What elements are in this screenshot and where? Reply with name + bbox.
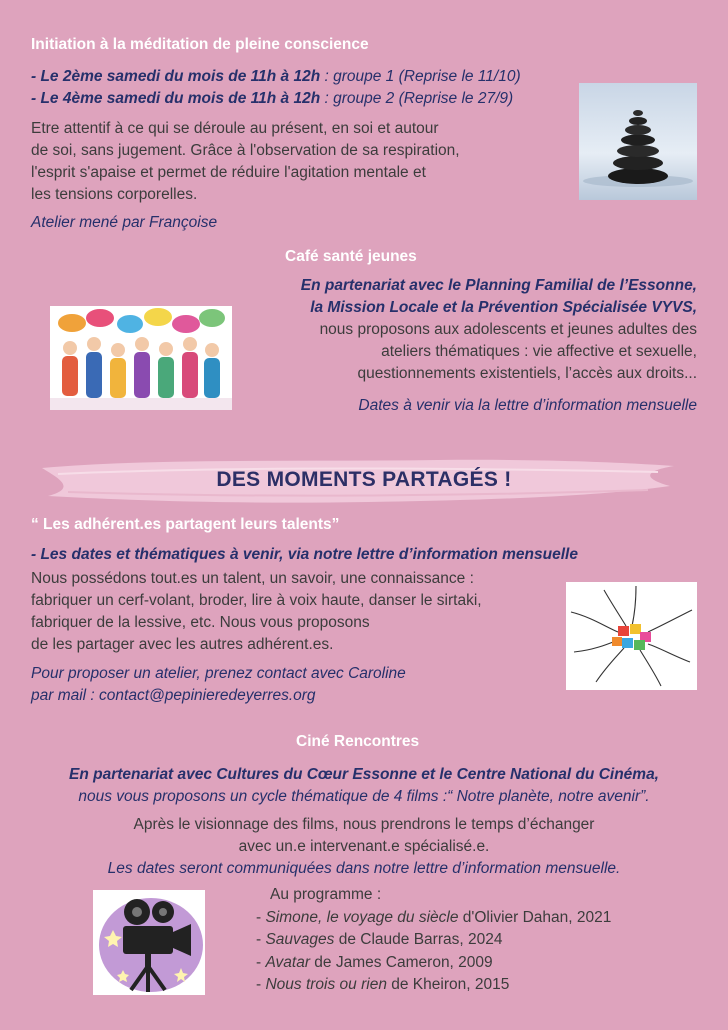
cine-exchange-block: Après le visionnage des films, nous prendrons le temps d’échanger avec un.e intervenant.e spécialisé.e. Les dates seront communiquées dans notre lettre d’information mensuelle.: [107, 816, 621, 877]
cine-program: [256, 884, 611, 997]
film-item: - Avatar de James Cameron, 2009: [256, 953, 493, 971]
moments-dates-line: - Les dates et thématiques à venir, via notre lettre d’information mensuelle: [31, 546, 578, 563]
film-item: - Simone, le voyage du siècle d'Olivier Dahan, 2021: [256, 908, 612, 926]
movie-camera-icon: [93, 890, 205, 995]
cine-image: [93, 890, 205, 995]
cafe-text: En partenariat avec le Planning Familial de l’Essonne, la Mission Locale et la Prévention Spécialisée VYVS, nous proposons aux adolescents et jeunes adultes des ateliers thématiques : vie affective et sexuelle, questionnements existentiels, l’accès aux droits...: [300, 277, 697, 382]
film-item: - Nous trois ou rien de Kheiron, 2015: [256, 976, 510, 993]
cafe-image: [50, 306, 232, 410]
cafe-title: Café santé jeunes: [285, 248, 417, 265]
moments-title: DES MOMENTS PARTAGÉS !: [216, 468, 512, 491]
young-people-group-icon: [50, 306, 232, 410]
stacked-stones-icon: [579, 83, 697, 200]
meditation-image: [579, 83, 697, 200]
program-title: Au programme :: [270, 886, 382, 903]
schedule-line-2: - Le 4ème samedi du mois de 11h à 12h : groupe 2 (Reprise le 27/9): [31, 90, 514, 107]
cine-partners-block: En partenariat avec Cultures du Cœur Essonne et le Centre National du Cinéma, nous vous proposons un cycle thématique de 4 films :“ Notre planète, notre avenir”.: [69, 766, 659, 805]
meditation-description: Etre attentif à ce qui se déroule au présent, en soi et autour de soi, sans jugement. Grâce à l'observation de sa respiration, l'esprit s'apaise et permet de réduire l'agitation mentale et les tensions corporelles.: [31, 120, 460, 203]
moments-contact: Pour proposer un atelier, prenez contact avec Caroline par mail : contact@pepinieredeyerres.org: [31, 665, 406, 704]
cafe-dates: Dates à venir via la lettre d’information mensuelle: [358, 397, 697, 414]
cine-title: Ciné Rencontres: [296, 733, 420, 750]
moments-description: Nous possédons tout.es un talent, un savoir, une connaissance : fabriquer un cerf-volant, broder, lire à voix haute, danser le sirtaki, fabriquer de la lessive, etc. Nous vous proposons de les partager avec les autres adhérent.es.: [31, 570, 482, 653]
meditation-schedule: [31, 66, 521, 110]
moments-subtitle: “ Les adhérent.es partagent leurs talents”: [31, 516, 340, 533]
meditation-leader: Atelier mené par Françoise: [31, 214, 218, 231]
hands-puzzle-icon: [566, 582, 697, 690]
film-item: - Sauvages de Claude Barras, 2024: [256, 931, 503, 948]
schedule-line-1: - Le 2ème samedi du mois de 11h à 12h : groupe 1 (Reprise le 11/10): [31, 68, 521, 85]
meditation-title: Initiation à la méditation de pleine conscience: [31, 36, 369, 53]
moments-image: [566, 582, 697, 690]
